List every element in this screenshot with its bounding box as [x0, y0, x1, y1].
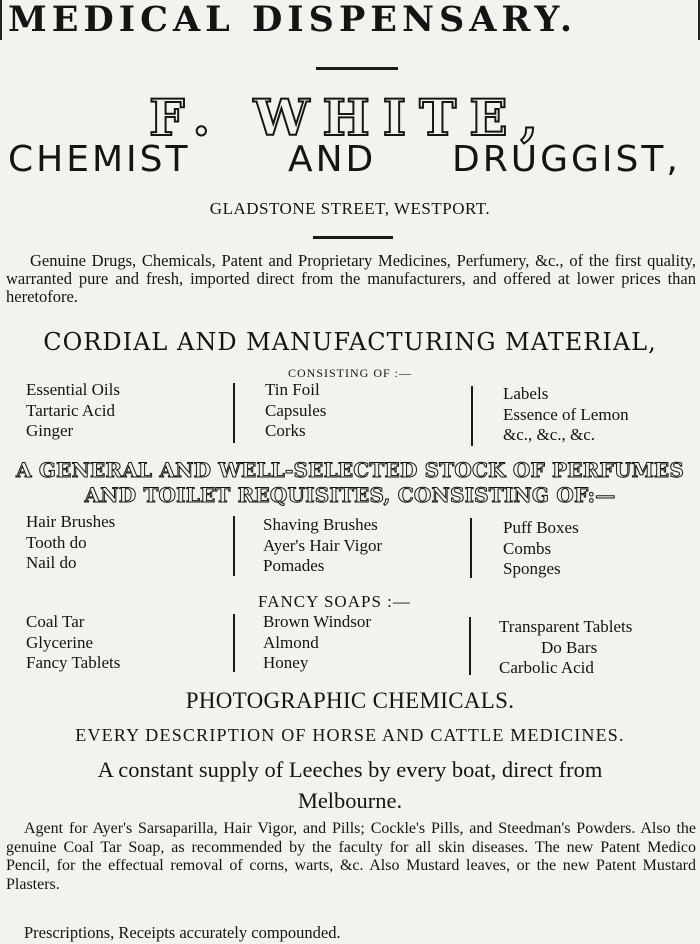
soaps-col-3 — [499, 617, 632, 679]
list-item: Almond — [263, 632, 319, 652]
cordial-col-2 — [265, 380, 326, 442]
dispensary-banner: MEDICAL DISPENSARY. — [0, 0, 700, 40]
list-item: Essential Oils — [26, 380, 120, 399]
fancy-soaps-heading: FANCY SOAPS :— — [258, 592, 411, 611]
leeches-notice — [0, 754, 700, 816]
column-divider — [469, 617, 471, 675]
list-item: Tin Foil — [265, 380, 320, 399]
column-divider — [470, 518, 472, 578]
perfumes-heading-2: AND TOILET REQUISITES, CONSISTING OF:— — [84, 483, 616, 507]
perfumes-col-1 — [26, 512, 115, 574]
consisting-of-label: CONSISTING OF :— — [287, 366, 412, 380]
list-item: Pomades — [263, 556, 325, 575]
soaps-col-1 — [26, 612, 120, 674]
list-item: Puff Boxes — [503, 518, 579, 537]
column-divider — [233, 614, 235, 672]
list-item: Transparent Tablets — [499, 617, 633, 636]
trade-chemist: CHEMIST — [8, 139, 191, 180]
list-item: Labels — [503, 384, 549, 403]
list-item: Capsules — [265, 400, 327, 420]
column-divider — [233, 383, 235, 443]
soaps-col-2 — [263, 612, 371, 674]
agent-paragraph — [6, 820, 696, 894]
trade-druggist: DRUGGIST, — [452, 139, 681, 180]
list-item: Essence of Lemon — [503, 404, 629, 424]
leeches-line-2: Melbourne. — [297, 788, 403, 813]
divider-rule — [313, 236, 393, 239]
list-item: Nail do — [26, 553, 77, 572]
list-item: Combs — [503, 538, 552, 558]
divider-rule — [316, 67, 398, 70]
perfumes-heading-1: A GENERAL AND WELL-SELECTED STOCK OF PERFUMES — [15, 458, 685, 482]
perfumes-col-3 — [503, 518, 579, 580]
list-item: Glycerine — [26, 632, 94, 652]
list-item: Honey — [263, 653, 309, 672]
prescriptions-line: Prescriptions, Receipts accurately compounded. — [24, 923, 341, 942]
list-item: Ayer's Hair Vigor — [263, 535, 383, 555]
column-divider — [471, 386, 473, 446]
list-item: Carbolic Acid — [499, 658, 594, 677]
list-item: Tooth do — [26, 532, 87, 552]
agent-text: Agent for Ayer's Sarsaparilla, Hair Vigor, and Pills; Cockle's Pills, and Steedman's Powders. Also the genuine Coal Tar Soap, as recommended by the faculty for all skin diseases. The new Patent Medico Pencil, for the effectual removal of corns, warts, &c. Also Mustard leaves, or the new Patent Mustard Plasters. — [6, 820, 696, 893]
horse-cattle-heading: EVERY DESCRIPTION OF HORSE AND CATTLE MEDICINES. — [75, 725, 625, 745]
list-item: Do Bars — [541, 637, 598, 657]
proprietor-name: F. WHITE, — [149, 88, 551, 147]
intro-text: Genuine Drugs, Chemicals, Patent and Proprietary Medicines, Perfumery, &c., of the first quality, warranted pure and fresh, imported direct from the manufacturers, and offered at lower prices than heretofore. — [6, 251, 696, 306]
list-item: Hair Brushes — [26, 512, 116, 531]
list-item: Sponges — [503, 559, 561, 578]
address: GLADSTONE STREET, WESTPORT. — [209, 199, 491, 218]
cordial-heading: CORDIAL AND MANUFACTURING MATERIAL, — [43, 328, 657, 356]
list-item: Ginger — [26, 421, 74, 440]
list-item: Brown Windsor — [263, 612, 372, 631]
intro-paragraph — [6, 252, 696, 306]
perfumes-col-2 — [263, 515, 382, 577]
list-item: Fancy Tablets — [26, 653, 121, 672]
cordial-col-1 — [26, 380, 120, 442]
list-item: Coal Tar — [26, 612, 85, 631]
photographic-heading: PHOTOGRAPHIC CHEMICALS. — [185, 688, 515, 713]
column-divider — [233, 516, 235, 576]
list-item: Shaving Brushes — [263, 515, 378, 534]
leeches-line-1: A constant supply of Leeches by every boat, direct from — [97, 757, 603, 782]
list-item: Corks — [265, 421, 306, 440]
trade-and: AND — [288, 139, 377, 180]
list-item: Tartaric Acid — [26, 400, 115, 420]
list-item: &c., &c., &c. — [503, 425, 596, 444]
cordial-col-3 — [503, 384, 629, 446]
